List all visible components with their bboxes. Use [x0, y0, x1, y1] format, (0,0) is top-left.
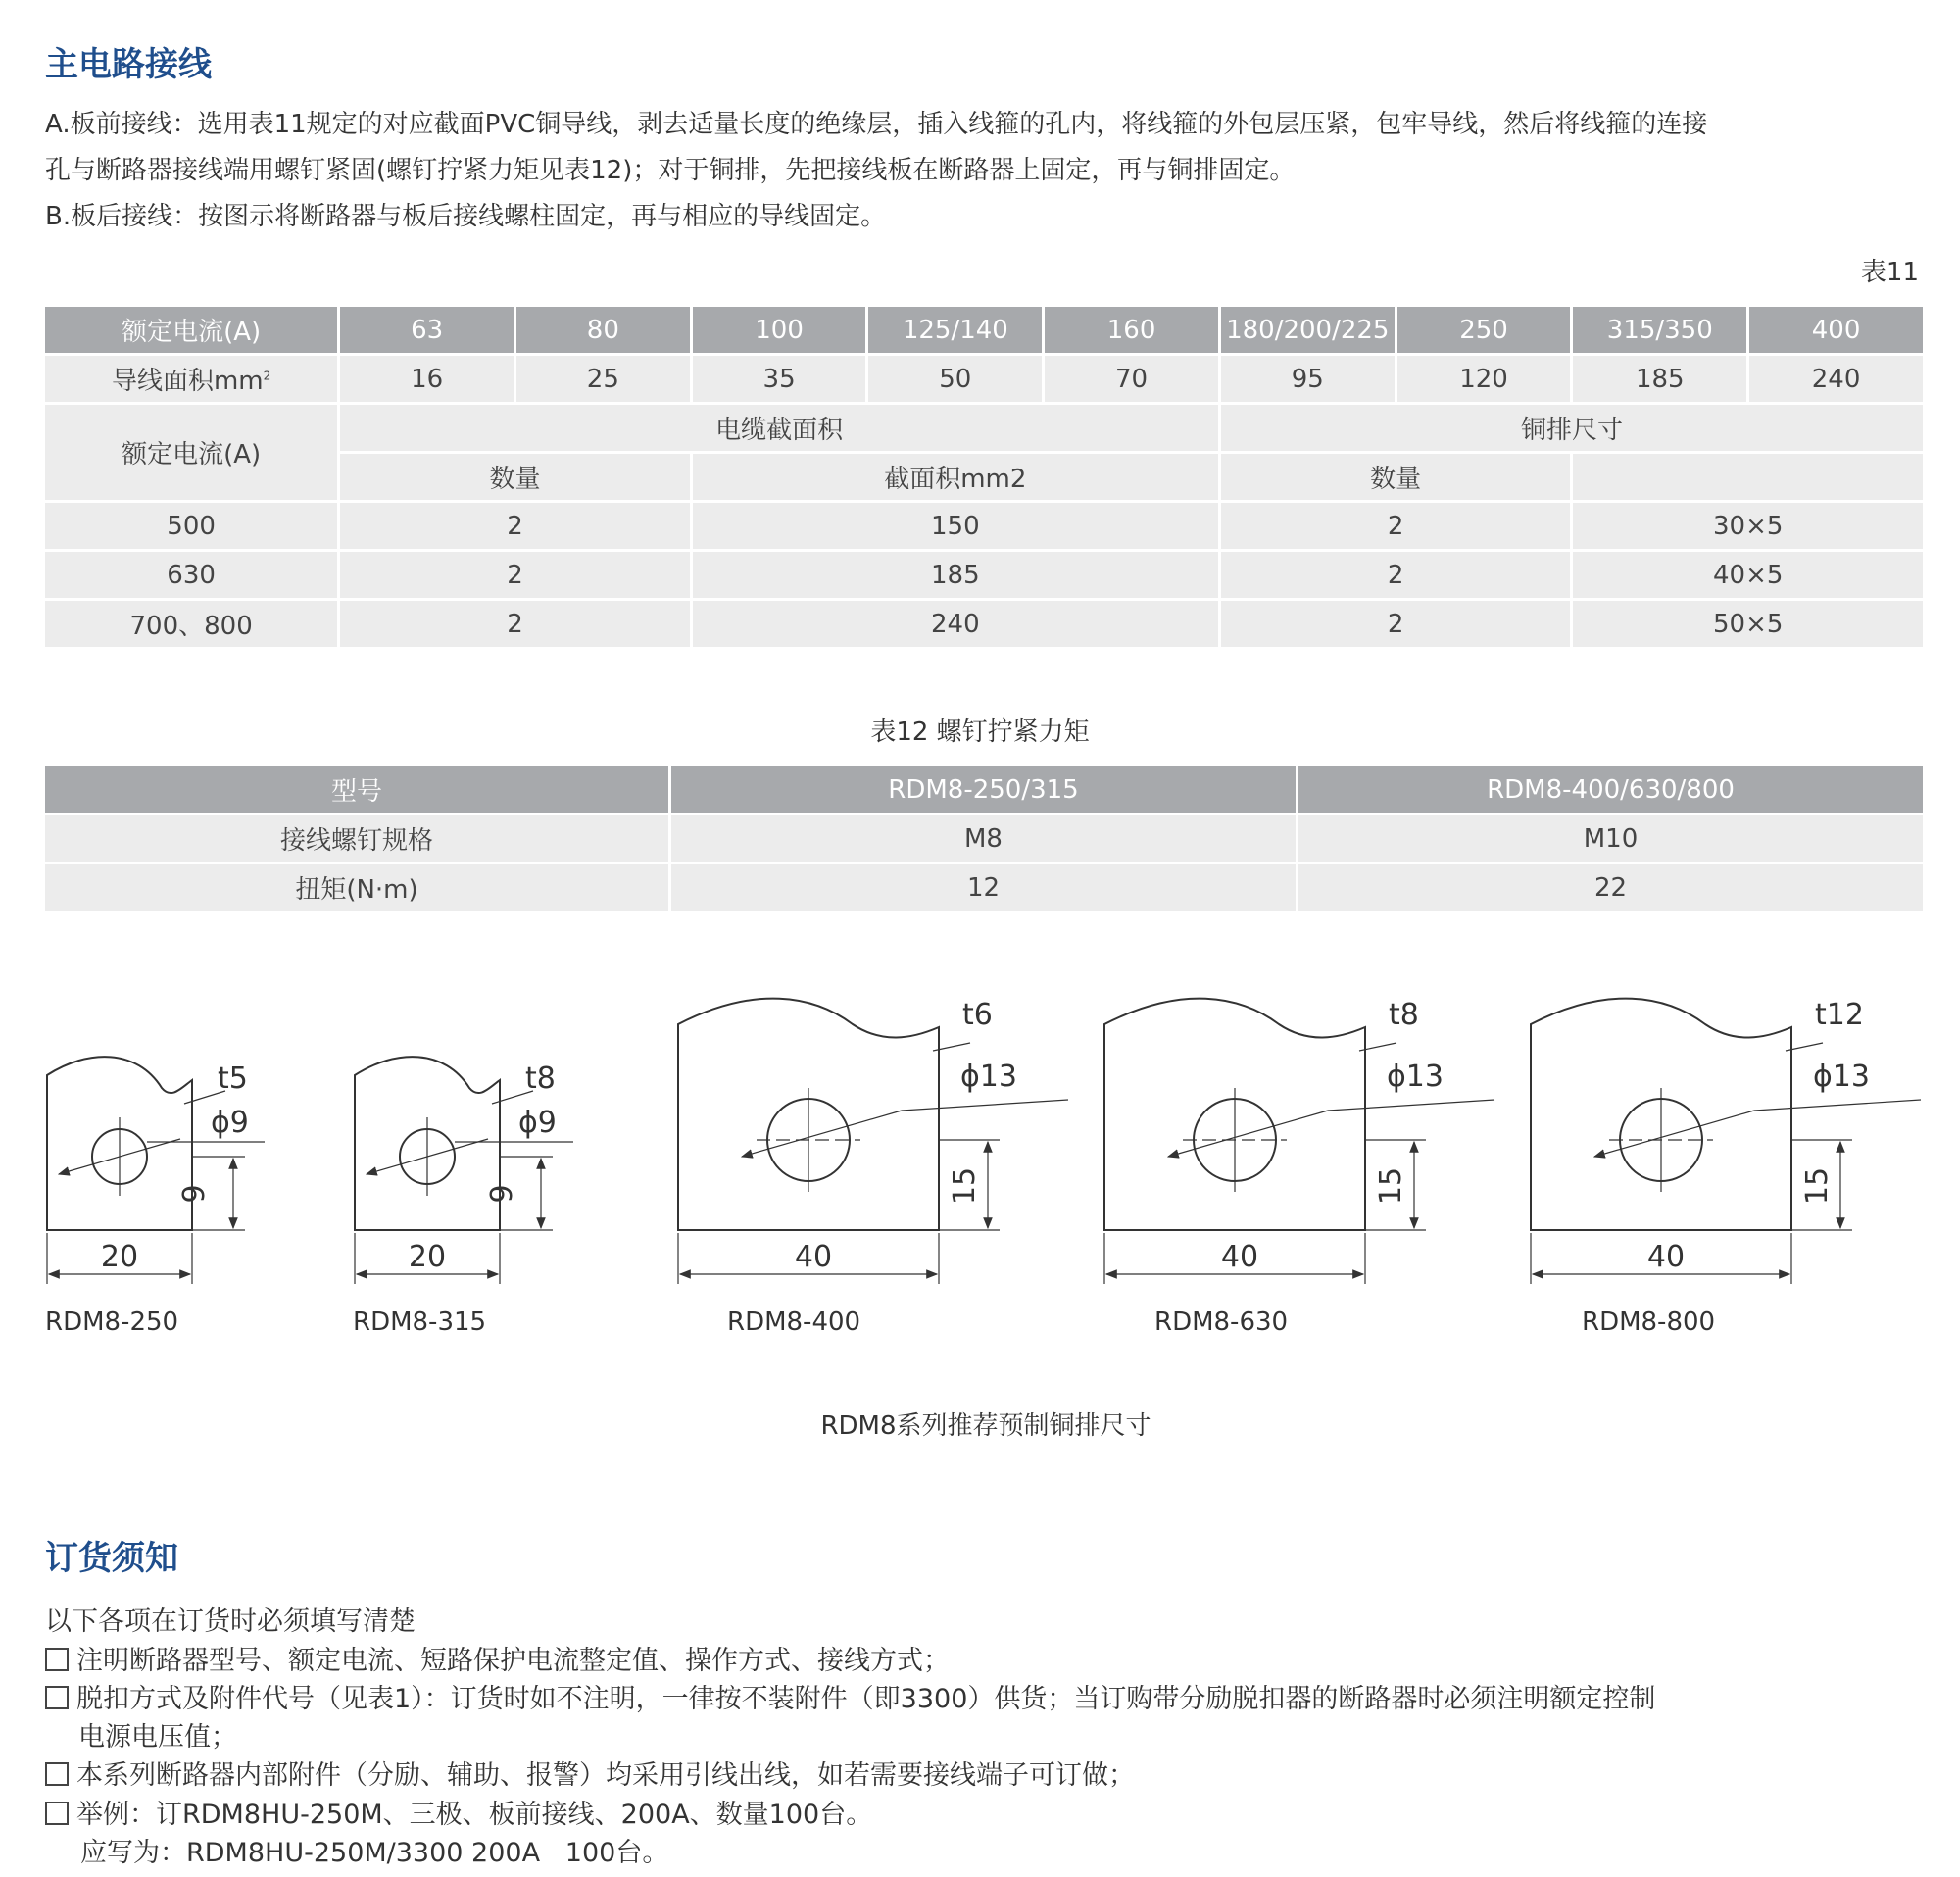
fig1-hole: ϕ9 — [211, 1106, 249, 1140]
current-cell: 100 — [693, 307, 866, 353]
current-cell: 250 — [1397, 307, 1571, 353]
row-current: 500 — [45, 503, 337, 549]
figures-caption: RDM8系列推荐预制铜排尺寸 — [820, 1411, 1152, 1441]
fig4-height: 15 — [1374, 1166, 1408, 1206]
area-cell: 240 — [1749, 356, 1923, 402]
para-a-line1: A.板前接线：选用表11规定的对应截面PVC铜导线，剥去适量长度的绝缘层，插入线箍的孔内，将线箍的外包层压紧，包牢导线，然后将线箍的连接 — [45, 110, 1708, 139]
table11-row-area — [45, 356, 1923, 402]
table12-header-400: RDM8-400/630/800 — [1298, 766, 1923, 813]
checkbox-icon — [45, 1802, 69, 1825]
fig3-hole: ϕ13 — [960, 1060, 1017, 1094]
table-row — [45, 864, 1923, 911]
section-title-ordering: 订货须知 — [45, 1539, 178, 1578]
fig2-width: 20 — [408, 1240, 447, 1274]
wiring-description — [45, 102, 1936, 240]
table11-group-row1 — [45, 405, 1923, 451]
para-b: B.板后接线：按图示将断路器与板后接线螺柱固定，再与相应的导线固定。 — [45, 202, 887, 231]
fig3-height: 15 — [948, 1166, 982, 1206]
area-cell: 16 — [340, 356, 514, 402]
row-bar-qty: 2 — [1221, 503, 1570, 549]
fig2-height: 9 — [485, 1184, 519, 1204]
row-area: 185 — [693, 552, 1218, 598]
area-cell: 120 — [1397, 356, 1571, 402]
table12-cell: 扭矩(N·m) — [45, 864, 668, 911]
ordering-item — [45, 1639, 950, 1677]
area-cell: 95 — [1221, 356, 1395, 402]
row-qty: 2 — [340, 601, 689, 647]
table12 — [42, 764, 1926, 914]
table12-header-model: 型号 — [45, 766, 668, 813]
table-row — [45, 815, 1923, 862]
fig2-hole: ϕ9 — [518, 1106, 557, 1140]
fig1-thickness: t5 — [218, 1062, 248, 1096]
current-cell: 125/140 — [868, 307, 1042, 353]
figure-rdm8-800 — [1531, 999, 1921, 1284]
checkbox-icon — [45, 1648, 69, 1671]
fig5-height: 15 — [1800, 1166, 1835, 1206]
fig5-model: RDM8-800 — [1582, 1308, 1716, 1337]
current-cell: 315/350 — [1573, 307, 1746, 353]
table11-group-header-current: 额定电流(A) — [45, 405, 337, 500]
ordering-item-continuation: 电源电压值； — [78, 1722, 237, 1753]
row-area: 150 — [693, 503, 1218, 549]
fig2-model: RDM8-315 — [353, 1308, 487, 1337]
row-bar-size: 50×5 — [1573, 601, 1923, 647]
fig3-thickness: t6 — [962, 998, 993, 1032]
table-row — [45, 503, 1923, 549]
cable-section-header: 电缆截面积 — [340, 405, 1218, 451]
row-current: 700、800 — [45, 601, 337, 647]
fig3-width: 40 — [794, 1240, 833, 1274]
table-row — [45, 552, 1923, 598]
table12-header-row — [45, 766, 1923, 813]
row-current: 630 — [45, 552, 337, 598]
area-cell: 185 — [1573, 356, 1746, 402]
current-cell: 180/200/225 — [1221, 307, 1395, 353]
ordering-item-example: 应写为：RDM8HU-250M/3300 200A 100台。 — [80, 1838, 669, 1868]
table12-cell: 12 — [671, 864, 1296, 911]
ordering-item — [45, 1754, 1135, 1792]
figure-rdm8-400 — [678, 999, 1068, 1284]
table12-cell: M10 — [1298, 815, 1923, 862]
row-bar-size: 30×5 — [1573, 503, 1923, 549]
checkbox-icon — [45, 1686, 69, 1709]
table12-cell: 22 — [1298, 864, 1923, 911]
fig1-width: 20 — [100, 1240, 139, 1274]
table12-cell: M8 — [671, 815, 1296, 862]
current-cell: 63 — [340, 307, 514, 353]
row-bar-qty: 2 — [1221, 552, 1570, 598]
area-mm2-header: 截面积mm2 — [693, 454, 1218, 500]
current-cell: 80 — [516, 307, 690, 353]
section-title-wiring: 主电路接线 — [45, 45, 212, 84]
fig4-model: RDM8-630 — [1154, 1308, 1289, 1337]
ordering-item — [45, 1793, 872, 1831]
ordering-item-text: 举例：订RDM8HU-250M、三极、板前接线、200A、数量100台。 — [76, 1800, 873, 1830]
area-header-text: 导线面积mm — [111, 367, 264, 396]
area-cell: 35 — [693, 356, 866, 402]
area-cell: 25 — [516, 356, 690, 402]
bar-size-header-empty — [1573, 454, 1923, 500]
table12-cell: 接线螺钉规格 — [45, 815, 668, 862]
table11-label: 表11 — [1860, 258, 1919, 287]
area-cell: 50 — [868, 356, 1042, 402]
table11-header-current: 额定电流(A) — [45, 307, 337, 353]
copper-size-header: 铜排尺寸 — [1221, 405, 1923, 451]
fig3-model: RDM8-400 — [727, 1308, 861, 1337]
fig1-height: 9 — [177, 1184, 212, 1204]
fig5-thickness: t12 — [1815, 998, 1864, 1032]
table12-caption: 表12 螺钉拧紧力矩 — [870, 717, 1090, 747]
ordering-intro: 以下各项在订货时必须填写清楚 — [45, 1606, 416, 1637]
para-a-line2: 孔与断路器接线端用螺钉紧固(螺钉拧紧力矩见表12)；对于铜排，先把接线板在断路器上固定，再与铜排固定。 — [45, 156, 1296, 185]
ordering-item-text: 脱扣方式及附件代号（见表1）：订货时如不注明，一律按不装附件（即3300）供货；当订购带分励脱扣器的断路器时必须注明额定控制 — [76, 1684, 1656, 1714]
fig5-hole: ϕ13 — [1813, 1060, 1870, 1094]
ordering-item-text: 本系列断路器内部附件（分励、辅助、报警）均采用引线出线，如若需要接线端子可订做； — [76, 1760, 1135, 1791]
bar-qty-header: 数量 — [1221, 454, 1570, 500]
area-header-sup: 2 — [263, 369, 271, 383]
row-qty: 2 — [340, 503, 689, 549]
row-area: 240 — [693, 601, 1218, 647]
copper-bar-figures — [0, 980, 1960, 1304]
ordering-item — [45, 1677, 1655, 1715]
checkbox-icon — [45, 1762, 69, 1786]
table12-header-250: RDM8-250/315 — [671, 766, 1296, 813]
fig1-model: RDM8-250 — [45, 1308, 179, 1337]
area-cell: 70 — [1045, 356, 1218, 402]
fig4-width: 40 — [1220, 1240, 1259, 1274]
fig2-thickness: t8 — [525, 1062, 556, 1096]
row-bar-size: 40×5 — [1573, 552, 1923, 598]
figure-rdm8-630 — [1104, 999, 1494, 1284]
table-row — [45, 601, 1923, 647]
fig5-width: 40 — [1646, 1240, 1686, 1274]
current-cell: 400 — [1749, 307, 1923, 353]
fig4-thickness: t8 — [1389, 998, 1419, 1032]
table11-header-area — [45, 356, 337, 402]
qty-header: 数量 — [340, 454, 689, 500]
row-qty: 2 — [340, 552, 689, 598]
table11-row-current — [45, 307, 1923, 353]
table11 — [42, 304, 1926, 650]
fig4-hole: ϕ13 — [1387, 1060, 1444, 1094]
row-bar-qty: 2 — [1221, 601, 1570, 647]
ordering-item-text: 注明断路器型号、额定电流、短路保护电流整定值、操作方式、接线方式； — [76, 1646, 950, 1676]
current-cell: 160 — [1045, 307, 1218, 353]
